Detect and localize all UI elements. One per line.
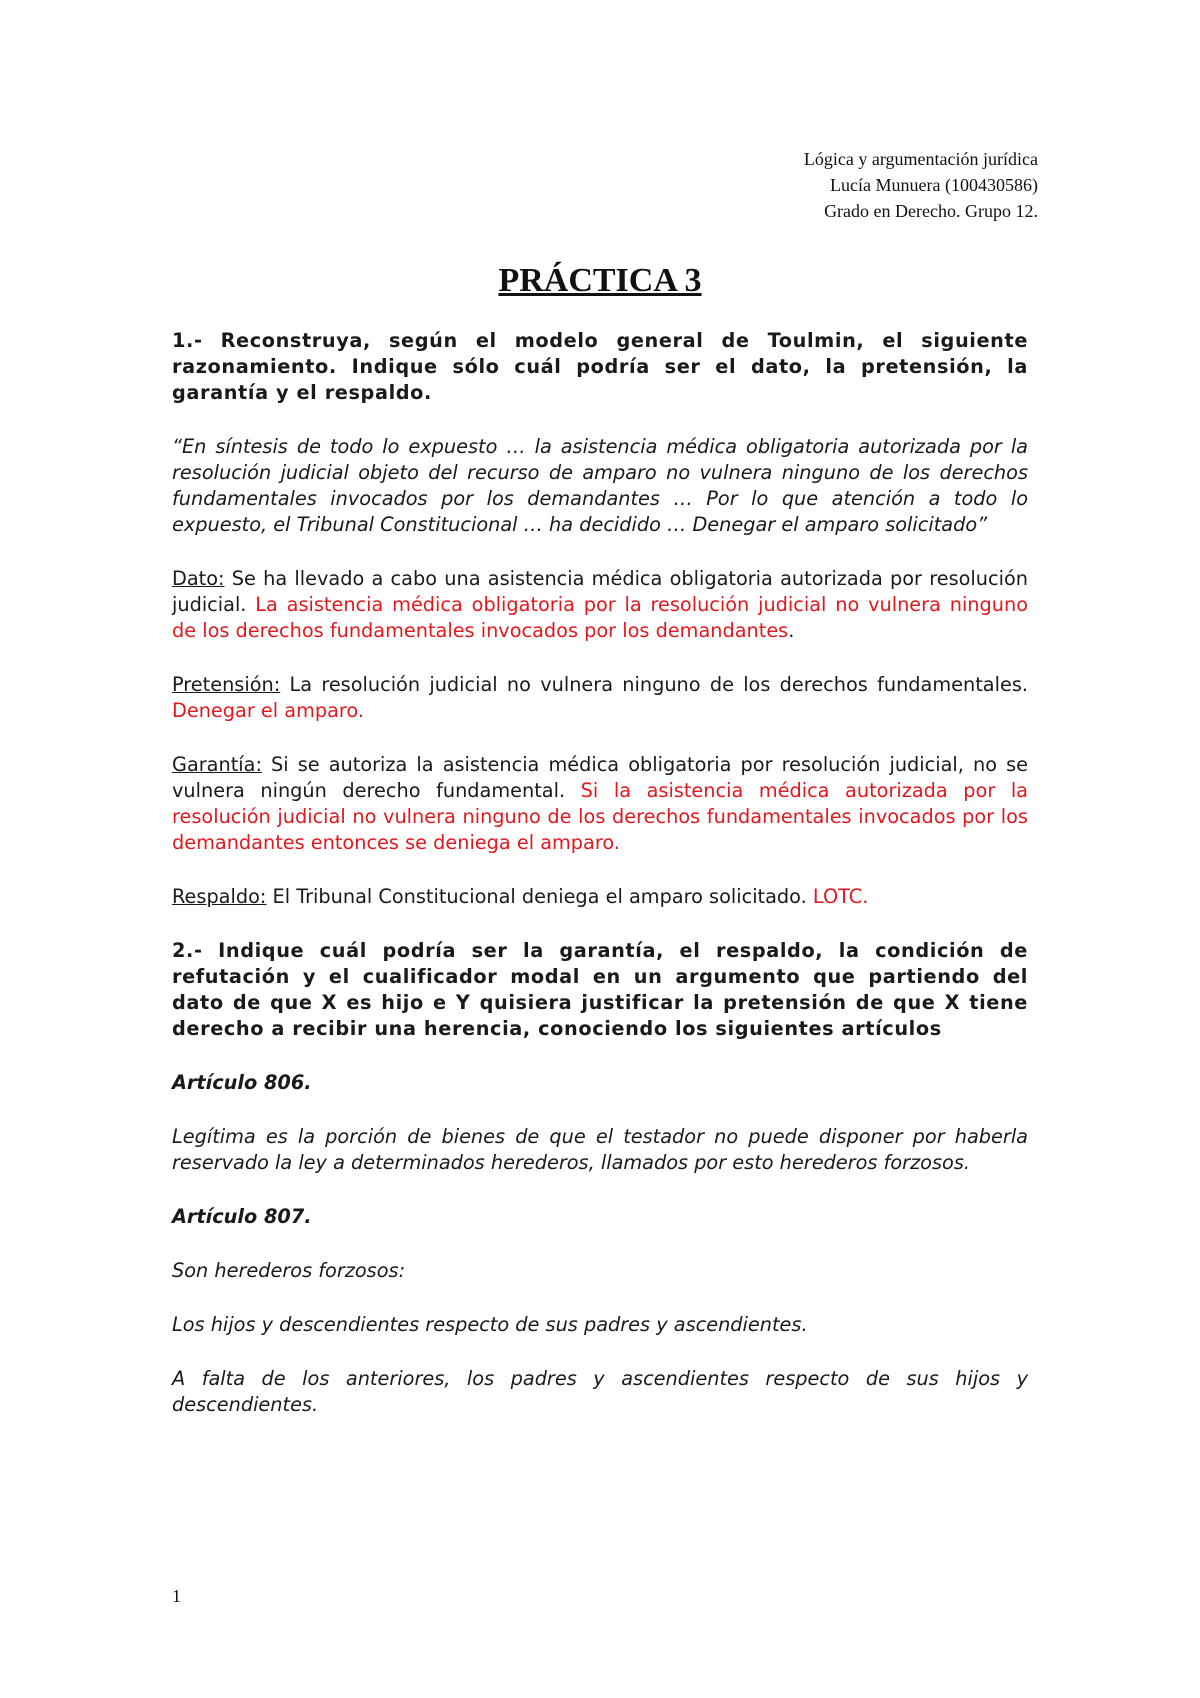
pretension-text: La resolución judicial no vulnera ninguno de los derechos fundamentales. [280,673,1028,696]
article-807-title: Artículo 807. [172,1205,312,1228]
quoted-reasoning: “En síntesis de todo lo expuesto … la asistencia médica obligatoria autorizada por la resolución judicial objeto del recurso de amparo no vulnera ninguno de los derechos fundamentales invocados por los demandantes … Por lo que atención a todo lo expuesto, el Tribunal Constitucional … ha decidido … Denegar el amparo solicitado” [172,435,1028,536]
pretension-correction: Denegar el amparo. [172,699,364,722]
article-807-item-2: A falta de los anteriores, los padres y ascendientes respecto de sus hijos y descendientes. [172,1367,1028,1416]
dato-label: Dato: [172,567,225,590]
question-1 [172,328,1028,406]
question-1-text: Reconstruya, según el modelo general de Toulmin, el siguiente razonamiento. Indique sólo cuál podría ser el dato, la pretensión, la garantía y el respaldo. [172,329,1028,404]
article-807-item-1: Los hijos y descendientes respecto de sus padres y ascendientes. [172,1313,808,1336]
answer-garantia [172,752,1028,856]
student-name: Lucía Munuera (100430586) [830,175,1038,195]
respaldo-text: El Tribunal Constitucional deniega el amparo solicitado. [266,885,813,908]
garantia-label: Garantía: [172,753,262,776]
dato-end: . [788,619,795,642]
page-title: PRÁCTICA 3 [498,262,702,299]
respaldo-label: Respaldo: [172,885,267,908]
respaldo-correction: LOTC. [812,885,869,908]
document-body [172,328,1028,1446]
answer-pretension [172,672,1028,724]
garantia-text: Si se autoriza la asistencia médica obligatoria por resolución judicial, no se vulnera ningún derecho fundamental. [172,753,1028,802]
pretension-label: Pretensión: [172,673,281,696]
answer-dato [172,566,1028,644]
article-806-title: Artículo 806. [172,1071,312,1094]
dato-text: Se ha llevado a cabo una asistencia médica obligatoria autorizada por resolución judicial. [172,567,1028,616]
dato-correction: La asistencia médica obligatoria por la resolución judicial no vulnera ninguno de los derechos fundamentales invocados por los demandantes [172,593,1028,642]
course-name: Lógica y argumentación jurídica [803,149,1038,169]
article-807-intro: Son herederos forzosos: [172,1259,406,1282]
answer-respaldo [172,884,1028,910]
question-2: 2.- Indique cuál podría ser la garantía, el respaldo, la condición de refutación y el cualificador modal en un argumento que partiendo del dato de que X es hijo e Y quisiera justificar la pretensión de que X tiene derecho a recibir una herencia, conociendo los siguientes artículos [172,939,1028,1040]
article-806-text: Legítima es la porción de bienes de que el testador no puede disponer por haberla reservado la ley a determinados herederos, llamados por esto herederos forzosos. [172,1125,1028,1174]
garantia-correction: Si la asistencia médica autorizada por la resolución judicial no vulnera ninguno de los derechos fundamentales invocados por los demandantes entonces se deniega el amparo. [172,779,1028,854]
page-number: 1 [172,1586,181,1606]
document-header [804,146,1038,224]
question-1-number: 1.- [172,329,203,352]
degree-group: Grado en Derecho. Grupo 12. [824,201,1038,221]
